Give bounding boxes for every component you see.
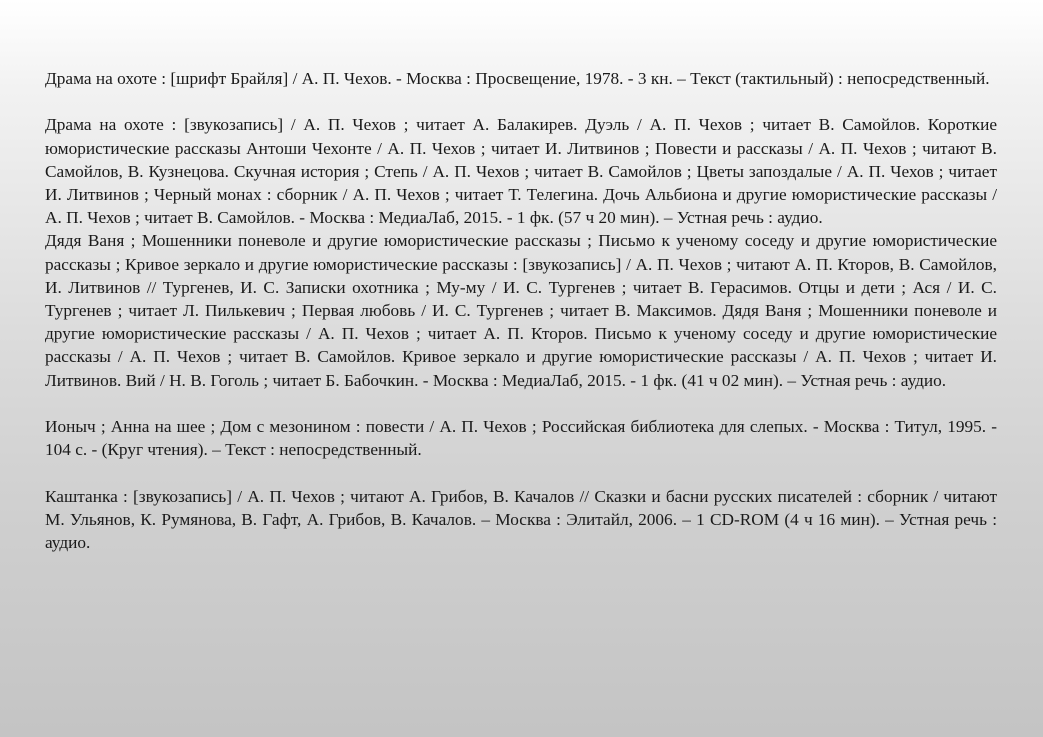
bibliography-entry-4: Ионыч ; Анна на шее ; Дом с мезонином : повести / А. П. Чехов ; Российская библиотека для слепых. - Москва : Титул, 1995. - 104 с. - (Круг чтения). – Текст : непосредственный. (45, 417, 997, 460)
bibliography-entry-5: Каштанка : [звукозапись] / А. П. Чехов ; читают А. Грибов, В. Качалов // Сказки и басни русских писателей : сборник / читают М. Ульянов, К. Румянова, В. Гафт, А. Грибов, В. Качалов. – Москва : Элитайл, 2006. – 1 CD-ROM (4 ч 16 мин). – Устная речь : аудио. (45, 486, 997, 553)
bibliography-list (45, 67, 997, 554)
bibliography-entry-3: Дядя Ваня ; Мошенники поневоле и другие юмористические рассказы ; Письмо к ученому соседу и другие юмористические рассказы ; Кривое зеркало и другие юмористические рассказы : [звукозапись] / А. П. Чехов ; читают А. П. Кторов, В. Самойлов, И. Литвинов // Тургенев, И. С. Записки охотника ; Му-му / И. С. Тургенев ; читает В. Герасимов. Отцы и дети ; Ася / И. С. Тургенев ; читает Л. Пилькевич ; Первая любовь / И. С. Тургенев ; читает В. Максимов. Дядя Ваня ; Мошенники поневоле и другие юмористические рассказы / А. П. Чехов ; читает А. П. Кторов. Письмо к ученому соседу и другие юмористические рассказы / А. П. Чехов ; читает В. Самойлов. Кривое зеркало и другие юмористические рассказы / А. П. Чехов ; читает И. Литвинов. Вий / Н. В. Гоголь ; читает Б. Бабочкин. - Москва : МедиаЛаб, 2015. - 1 фк. (41 ч 02 мин). – Устная речь : аудио. (45, 231, 997, 390)
bibliography-entry-1: Драма на охоте : [шрифт Брайля] / А. П. Чехов. - Москва : Просвещение, 1978. - 3 кн. – Текст (тактильный) : непосредственный. (45, 69, 990, 88)
bibliography-entry-2: Драма на охоте : [звукозапись] / А. П. Чехов ; читает А. Балакирев. Дуэль / А. П. Чехов ; читает В. Самойлов. Короткие юмористические рассказы Антоши Чехонте / А. П. Чехов ; читает И. Литвинов ; Повести и рассказы / А. П. Чехов ; читают В. Самойлов, В. Кузнецова. Скучная история ; Степь / А. П. Чехов ; читает В. Самойлов ; Цветы запоздалые / А. П. Чехов ; читает И. Литвинов ; Черный монах : сборник / А. П. Чехов ; читает Т. Телегина. Дочь Альбиона и другие юмористические рассказы / А. П. Чехов ; читает В. Самойлов. - Москва : МедиаЛаб, 2015. - 1 фк. (57 ч 20 мин). – Устная речь : аудио. (45, 115, 997, 228)
